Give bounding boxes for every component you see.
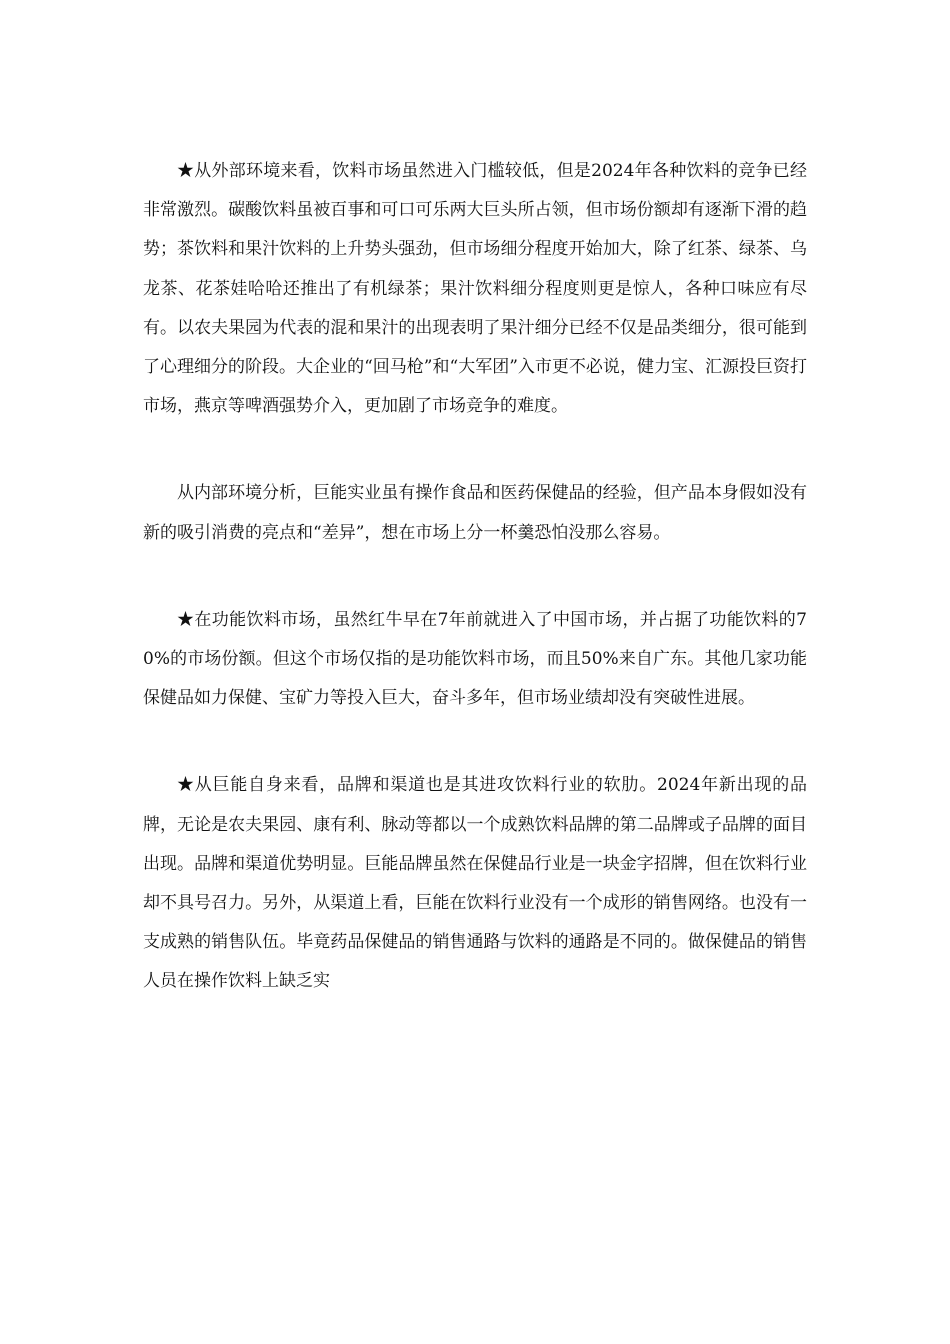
paragraph-internal-environment: 从内部环境分析，巨能实业虽有操作食品和医药保健品的经验，但产品本身假如没有新的吸引消费的亮点和“差异”，想在市场上分一杯羹恐怕没那么容易。	[143, 483, 807, 543]
paragraph-brand-and-channel: ★从巨能自身来看，品牌和渠道也是其进攻饮料行业的软肋。2024年新出现的品牌，无论是农夫果园、康有利、脉动等都以一个成熟饮料品牌的第二品牌或子品牌的面目出现。品牌和渠道优势明显。巨能品牌虽然在保健品行业是一块金字招牌，但在饮料行业却不具号召力。另外，从渠道上看，巨能在饮料行业没有一个成形的销售网络。也没有一支成熟的销售队伍。毕竟药品保健品的销售通路与饮料的通路是不同的。做保健品的销售人员在操作饮料上缺乏实	[143, 775, 807, 992]
paragraph-external-environment: ★从外部环境来看，饮料市场虽然进入门槛较低，但是2024年各种饮料的竞争已经非常激烈。碳酸饮料虽被百事和可口可乐两大巨头所占领，但市场份额却有逐渐下滑的趋势；茶饮料和果汁饮料的上升势头强劲，但市场细分程度开始加大，除了红茶、绿茶、乌龙茶、花茶娃哈哈还推出了有机绿茶；果汁饮料细分程度则更是惊人，各种口味应有尽有。以农夫果园为代表的混和果汁的出现表明了果汁细分已经不仅是品类细分，很可能到了心理细分的阶段。大企业的“回马枪”和“大军团”入市更不必说，健力宝、汇源投巨资打市场，燕京等啤酒强势介入，更加剧了市场竞争的难度。	[143, 161, 807, 417]
document-body	[143, 152, 807, 1002]
paragraph-functional-drinks: ★在功能饮料市场，虽然红牛早在7年前就进入了中国市场，并占据了功能饮料的70%的市场份额。但这个市场仅指的是功能饮料市场，而且50%来自广东。其他几家功能保健品如力保健、宝矿力等投入巨大，奋斗多年，但市场业绩却没有突破性进展。	[143, 609, 807, 709]
